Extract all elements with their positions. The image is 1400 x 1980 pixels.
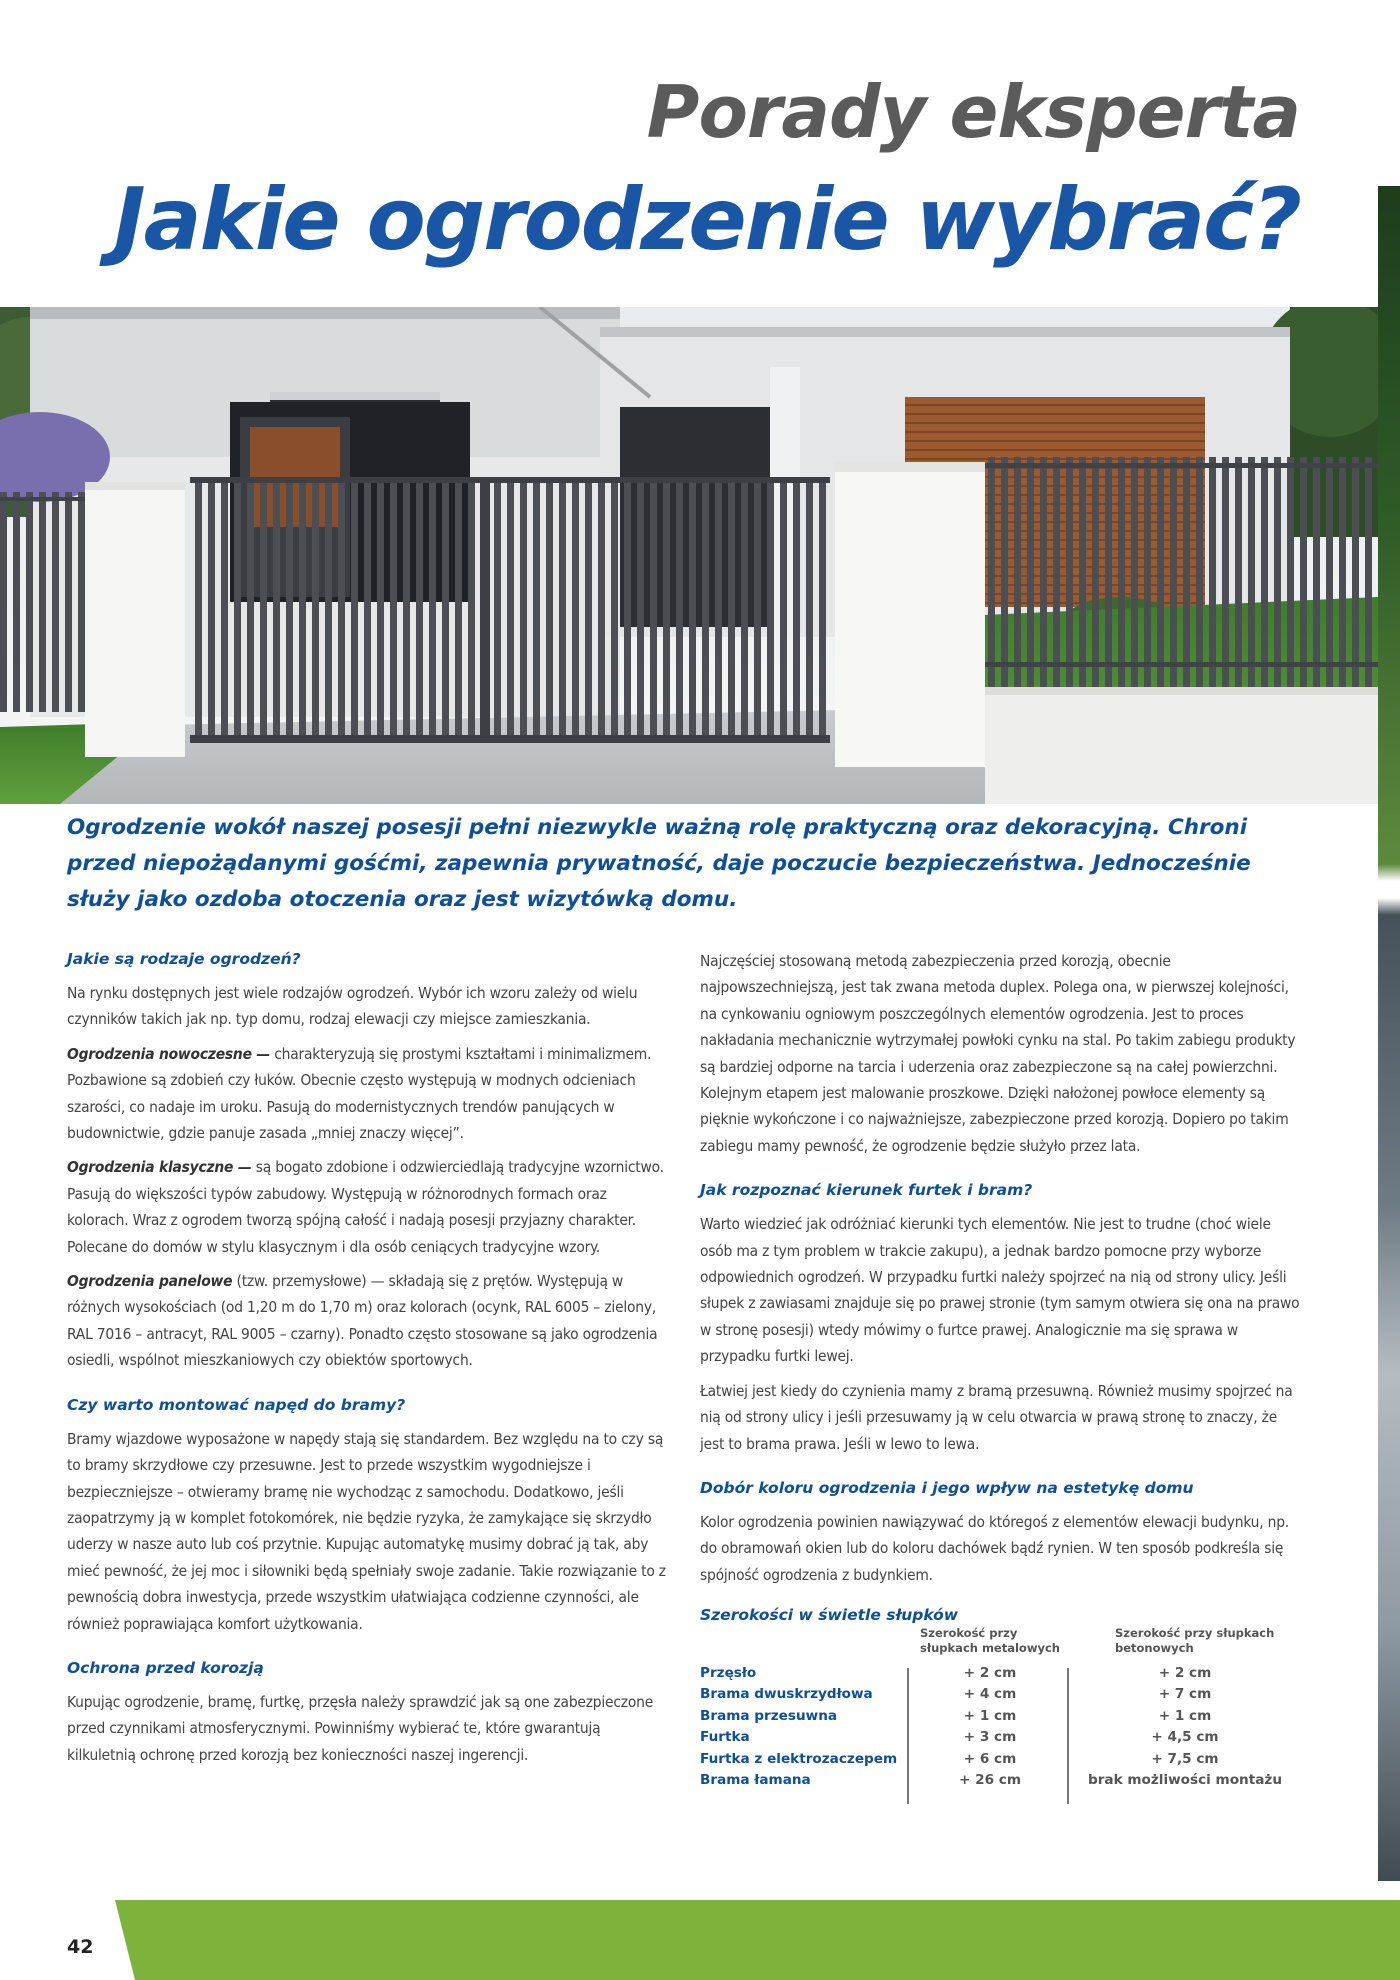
section-heading-gate-drive: Czy warto montować napęd do bramy? bbox=[67, 1395, 406, 1414]
left-column bbox=[67, 948, 667, 1776]
paragraph: Warto wiedzieć jak odróżniać kierunki tych elementów. Nie jest to trudne (choć wiele osób ma z tym problem w trakcie zakupu), a jednak bardzo pomocne przy wyborze odpowiednich ogrodzeń. W przypadku furtki należy spojrzeć na nią od strony ulicy. Jeśli słupek z zawiasami znajduje się po prawej stronie (tym samym otwiera się ona na prawo w stronę posesji) wtedy mówimy o furtce prawej. Analogicznie ma się sprawa w przypadku furtki lewej. bbox=[700, 1215, 1300, 1366]
paragraph: Kolor ogrodzenia powinien nawiązywać do któregoś z elementów elewacji budynku, np. do obramowań okien lub do koloru dachówek bądź rynien. W ten sposób podkreśla się spójność ogrodzenia z budynkiem. bbox=[700, 1512, 1289, 1584]
section-heading-fence-color: Dobór koloru ogrodzenia i jego wpływ na estetykę domu bbox=[700, 1478, 1194, 1497]
cell-metal: + 26 cm bbox=[959, 1772, 1021, 1789]
cell-metal: + 3 cm bbox=[963, 1729, 1017, 1746]
table-body bbox=[700, 1662, 1300, 1791]
table-row bbox=[700, 1684, 1300, 1706]
section-heading-corrosion: Ochrona przed korozją bbox=[67, 1658, 264, 1677]
table-row bbox=[700, 1748, 1300, 1770]
cell-concrete: brak możliwości montażu bbox=[1088, 1772, 1282, 1789]
cell-metal: + 4 cm bbox=[963, 1686, 1017, 1703]
term-modern: Ogrodzenia nowoczesne — bbox=[67, 1044, 271, 1063]
cell-concrete: + 4,5 cm bbox=[1151, 1729, 1219, 1746]
cell-metal: + 2 cm bbox=[963, 1664, 1017, 1681]
cell-concrete: + 2 cm bbox=[1158, 1664, 1212, 1681]
paragraph: Na rynku dostępnych jest wiele rodzajów ogrodzeń. Wybór ich wzoru zależy od wielu czynników takich jak np. typ domu, rodzaj elewacji czy miejsce zamieszkania. bbox=[67, 984, 638, 1029]
kicker-title: Porady eksperta bbox=[646, 70, 1300, 154]
paragraph: Łatwiej jest kiedy do czynienia mamy z bramą przesuwną. Również musimy spojrzeć na nią od strony ulicy i jeśli przesuwamy ją w celu otwarcia w prawą stronę to znaczy, że jest to brama prawa. Jeśli w lewo to lewa. bbox=[700, 1381, 1293, 1453]
paragraph: Kupując ogrodzenie, bramę, furtkę, przęsła należy sprawdzić jak są one zabezpieczone przed czynnikami atmosferycznymi. Powinniśmy wybierać te, które gwarantują kilkuletnią ochronę przed korozją bez konieczności naszej ingerencji. bbox=[67, 1692, 654, 1764]
section-heading-fence-types: Jakie są rodzaje ogrodzeń? bbox=[67, 950, 301, 968]
paragraph-text: są bogato zdobione i odzwierciedlają tradycyjne wzornictwo. Pasują do większości typów zabudowy. Występują w różnorodnych formach oraz kolorach. Wraz z ogrodem tworzą spójną całość i nadają posesji przyjazny charakter. Polecane do domów w stylu klasycznym i dla osób ceniących tradycyjne wzory. bbox=[67, 1158, 664, 1256]
cell-concrete: + 7,5 cm bbox=[1151, 1750, 1219, 1767]
row-label: Furtka z elektrozaczepem bbox=[700, 1750, 898, 1767]
table-row bbox=[700, 1770, 1300, 1792]
table-row bbox=[700, 1705, 1300, 1727]
column-header-metal: Szerokość przy słupkach metalowych bbox=[920, 1626, 1060, 1656]
term-classic: Ogrodzenia klasyczne — bbox=[67, 1158, 252, 1177]
term-panel: Ogrodzenia panelowe bbox=[67, 1272, 233, 1291]
paragraph-classic bbox=[67, 1154, 667, 1260]
row-label: Furtka bbox=[700, 1729, 750, 1746]
row-label: Brama dwuskrzydłowa bbox=[700, 1686, 873, 1703]
page-title: Jakie ogrodzenie wybrać? bbox=[113, 170, 1300, 270]
footer-band bbox=[0, 1900, 1400, 1980]
paragraph-panel bbox=[67, 1268, 667, 1374]
table-header bbox=[700, 1626, 1300, 1662]
column-header-concrete: Szerokość przy słupkach betonowych bbox=[1115, 1626, 1275, 1656]
table-row bbox=[700, 1727, 1300, 1749]
cell-concrete: + 7 cm bbox=[1158, 1686, 1212, 1703]
cell-metal: + 6 cm bbox=[963, 1750, 1017, 1767]
table-row bbox=[700, 1662, 1300, 1684]
paragraph: Bramy wjazdowe wyposażone w napędy stają się standardem. Bez względu na to czy są to bramy skrzydłowe czy przesuwne. Jest to przede wszystkim wygodniejsze i bezpieczniejsze – otwieramy bramę nie wychodząc z samochodu. Dodatkowo, jeśli zaopatrzymy ją w komplet fotokomórek, nie będzie ryzyka, że zamykające się skrzydło uderzy w nasze auto lub coś przytnie. Kupując automatykę musimy dobrać ją tak, aby mieć pewność, że jej moc i siłowniki będą spełniały swoje zadanie. Takie rozwiązanie to z pewnością dobra inwestycja, przede wszystkim ułatwiająca codzienne czynności, ale również poprawiająca komfort użytkowania. bbox=[67, 1429, 666, 1633]
cell-metal: + 1 cm bbox=[963, 1707, 1017, 1724]
cell-concrete: + 1 cm bbox=[1158, 1707, 1212, 1724]
table-title: Szerokości w świetle słupków bbox=[700, 1606, 959, 1625]
hero-image bbox=[0, 307, 1378, 804]
side-photo-strip bbox=[1378, 186, 1400, 1881]
paragraph-text: charakteryzują się prostymi kształtami i minimalizmem. Pozbawione są zdobień czy łuków. Obecnie często występują w modnych odcieniach szarości, co nadaje im uroku. Pasują do modernistycznych trendów panujących w budownictwie, gdzie panuje zasada „mniej znaczy więcej”. bbox=[67, 1044, 652, 1143]
lead-paragraph: Ogrodzenie wokół naszej posesji pełni niezwykle ważną rolę praktyczną oraz dekoracyjną. Chroni przed niepożądanymi gośćmi, zapewnia prywatność, daje poczucie bezpieczeństwa. Jednocześnie służy jako ozdoba otoczenia oraz jest wizytówką domu. bbox=[67, 815, 1251, 912]
section-heading-gate-direction: Jak rozpoznać kierunek furtek i bram? bbox=[700, 1181, 1033, 1200]
paragraph: Najczęściej stosowaną metodą zabezpieczenia przed korozją, obecnie najpowszechniejszą, jest tak zwana metoda duplex. Polega ona, w pierwszej kolejności, na cynkowaniu ogniowym poszczególnych elementów ogrodzenia. Jest to proces nakładania mechanicznie wytrzymałej powłoki cynku na stal. Po takim zabiegu produkty są bardziej odporne na tarcia i uderzenia oraz zabezpieczone są na całej powierzchni. Kolejnym etapem jest malowanie proszkowe. Dzięki nałożonej powłoce elementy są pięknie wykończone i co najważniejsze, zabezpieczone przed korozją. Dopiero po takim zabiegu mamy pewność, że ogrodzenie będzie służyło przez lata. bbox=[700, 952, 1296, 1155]
row-label: Brama łamana bbox=[700, 1772, 811, 1789]
row-label: Brama przesuwna bbox=[700, 1707, 838, 1724]
right-column bbox=[700, 948, 1300, 1791]
row-label: Przęsło bbox=[700, 1664, 757, 1681]
paragraph-modern bbox=[67, 1041, 667, 1147]
width-table bbox=[700, 1626, 1300, 1791]
paragraph-text: (tzw. przemysłowe) — składają się z prętów. Występują w różnych wysokościach (od 1,20 m do 1,70 m) oraz kolorach (ocynk, RAL 6005 – zielony, RAL 7016 – antracyt, RAL 9005 – czarny). Ponadto często stosowane są jako ogrodzenia osiedli, wspólnot mieszkaniowych czy obiektów sportowych. bbox=[67, 1272, 658, 1370]
page-number: 42 bbox=[67, 1936, 94, 1958]
